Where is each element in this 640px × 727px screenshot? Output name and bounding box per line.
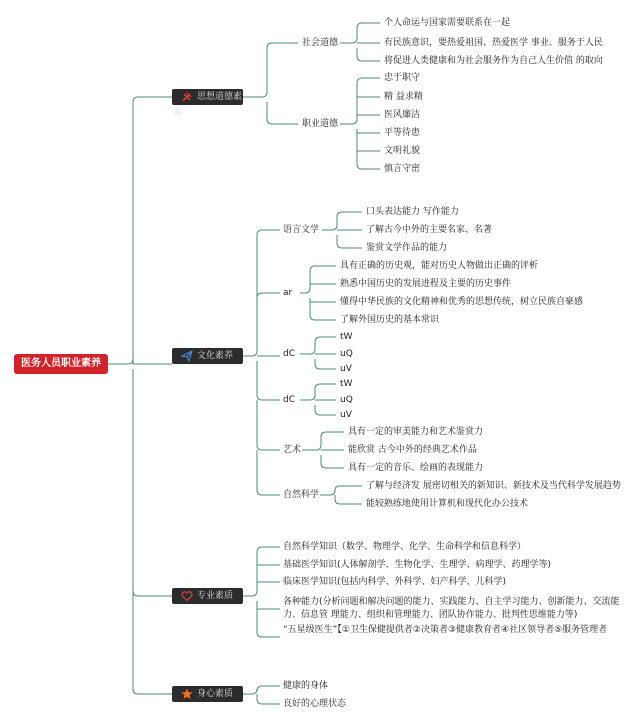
list-item: 具有一定的音乐、绘画的表现能力	[348, 463, 484, 473]
list-item: uQ	[340, 395, 353, 405]
list-item: 了解古今中外的主要名家、名著	[366, 225, 493, 235]
category-physical[interactable]	[172, 686, 243, 702]
list-item: 自然科学知识（数学、物理学、化学、生命科学和信息科学）	[283, 542, 527, 552]
branch-social-ethics[interactable]: 社会道德	[302, 38, 339, 48]
list-item: uV	[340, 410, 352, 420]
branch-language-literature[interactable]: 语言文学	[283, 225, 320, 235]
branch-dc-1[interactable]: dC	[283, 349, 295, 359]
list-item: tW	[340, 332, 353, 342]
list-item: uV	[340, 364, 352, 374]
branch-natural-science[interactable]: 自然科学	[283, 490, 320, 500]
list-item: 医风廉洁	[384, 110, 421, 120]
list-item: “五星级医生”【①卫生保健提供者②决策者③健康教育者④社区领导者⑤服务管理者	[283, 625, 608, 635]
list-item: 具有正确的历史观，能对历史人物做出正确的评析	[340, 261, 539, 271]
list-item: tW	[340, 379, 353, 389]
category-culture[interactable]	[172, 348, 243, 364]
root-node[interactable]: 医务人员职业素养	[14, 354, 108, 374]
tools-icon	[181, 91, 193, 103]
branch-professional-ethics[interactable]: 职业道德	[302, 119, 339, 129]
list-item: 忠于职守	[384, 73, 421, 83]
list-item: 慎言守密	[384, 164, 421, 174]
category-professional[interactable]	[172, 588, 243, 604]
list-item: 文明礼貌	[384, 146, 421, 156]
list-item: 各种能力(分析问题和解决问题的能力、实践能力、自主学习能力、创新能力、交流能力、信息管 理能力、组织和管理能力、团队协作能力、批判性思维能力等)	[283, 597, 620, 620]
branch-dc-2[interactable]: dC	[283, 395, 295, 405]
category-moral[interactable]	[172, 89, 243, 118]
list-item: 平等待患	[384, 128, 421, 138]
category-physical-label: 身心素质	[197, 689, 234, 699]
list-item: 能欣赏 古今中外的经典艺术作品	[348, 445, 477, 455]
list-item: 个人命运与国家需要联系在一起	[384, 18, 511, 28]
list-item: 健康的身体	[283, 681, 329, 691]
list-item: uQ	[340, 349, 353, 359]
list-item: 了解与经济发 展密切相关的新知识、新技术及当代科学发展趋势	[366, 481, 621, 491]
list-item: 临床医学知识(包括内科学、外科学、妇产科学、儿科学)	[283, 577, 507, 587]
star-icon	[181, 688, 193, 700]
paper-plane-icon	[181, 350, 193, 362]
category-culture-label: 文化素养	[197, 351, 234, 361]
category-moral-label: 思想道德素养	[173, 92, 243, 118]
list-item: 有民族意识，要热爱祖国、热爱医学 事业、服务于人民	[384, 38, 603, 48]
heart-icon	[181, 590, 193, 602]
category-professional-label: 专业素质	[197, 591, 234, 601]
list-item: 能较熟练地使用计算机和现代化办公技术	[366, 499, 529, 509]
list-item: 基础医学知识(人体解剖学、生物化学、生理学、病理学、药理学等)	[283, 560, 552, 570]
branch-history[interactable]: ar	[283, 288, 293, 298]
branch-art[interactable]: 艺术	[283, 445, 302, 455]
list-item: 良好的心理状态	[283, 699, 347, 709]
list-item: 将促进人类健康和为社会服务作为自己人生价值 的取向	[384, 56, 603, 66]
list-item: 具有一定的审美能力和艺术鉴赏力	[348, 427, 484, 437]
list-item: 熟悉中国历史的发展进程及主要的历史事件	[340, 279, 512, 289]
list-item: 了解外国历史的基本常识	[340, 315, 440, 325]
list-item: 懂得中华民族的文化精神和优秀的思想传统，树立民族自豪感	[340, 297, 584, 307]
list-item: 鉴赏文学作品的能力	[366, 243, 448, 253]
list-item: 精 益求精	[384, 92, 423, 102]
list-item: 口头表达能力 写作能力	[366, 207, 459, 217]
